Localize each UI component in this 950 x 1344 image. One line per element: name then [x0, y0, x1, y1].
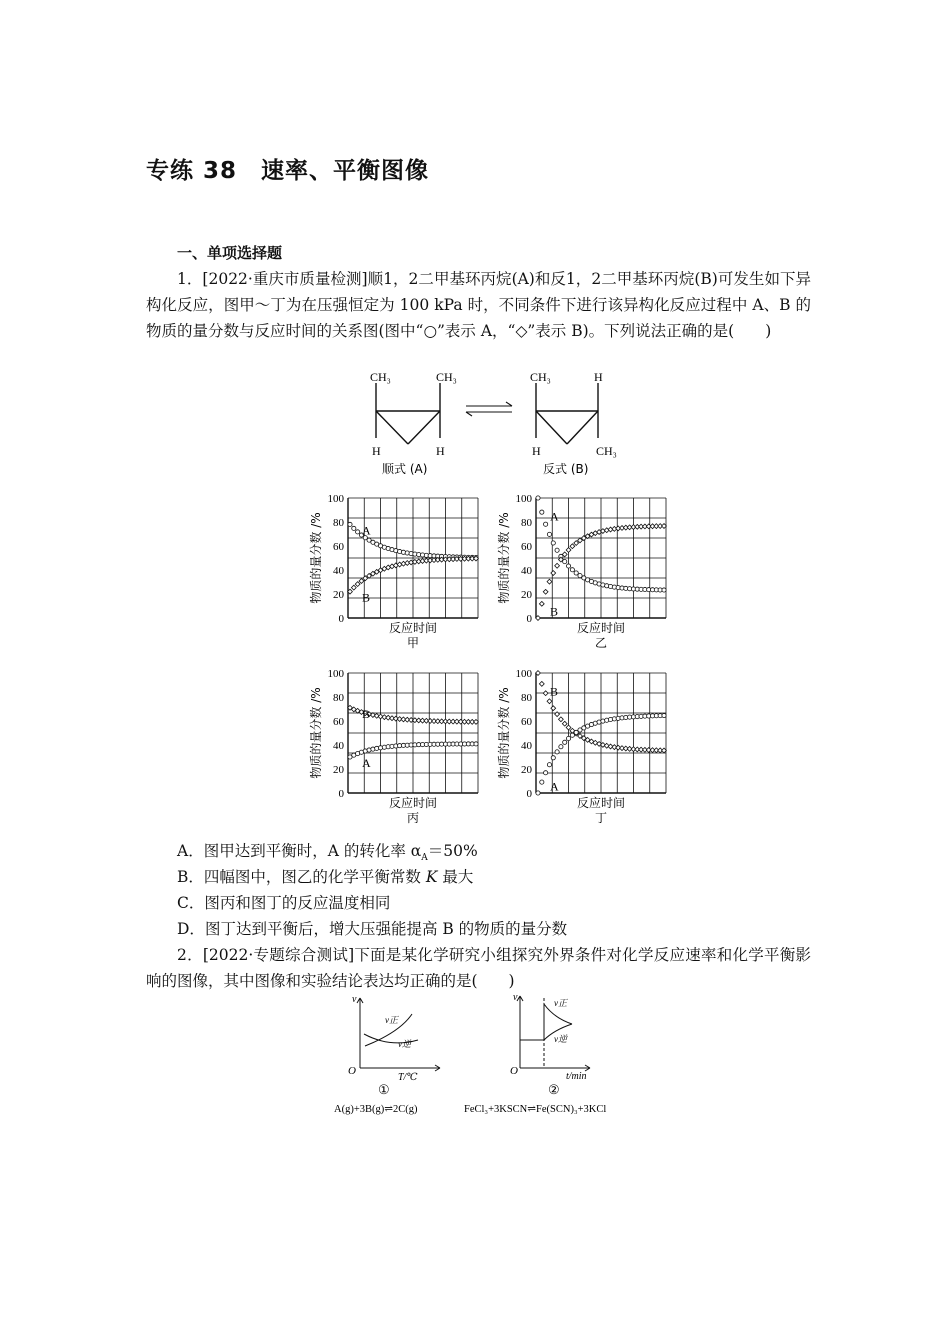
y-tick-label: 60 — [521, 541, 532, 553]
q2-body: [2022·专题综合测试]下面是某化学研究小组探究外界条件对化学反应速率和化学平衡影响的图像，其中图像和实验结论表达均正确的是( ) — [146, 946, 811, 990]
g1-v-reverse: v逆 — [398, 1039, 411, 1049]
chart-乙 — [496, 493, 666, 650]
trans-ch3-bottom: CH₃ — [596, 444, 617, 458]
point-A — [356, 530, 360, 534]
point-A — [555, 548, 559, 552]
question-2-text — [146, 942, 811, 994]
y-tick-label: 20 — [521, 589, 532, 601]
y-tick-label: 0 — [526, 613, 532, 625]
point-B — [566, 725, 571, 730]
point-B — [551, 706, 556, 711]
point-A — [566, 564, 570, 568]
g2-equation: FeCl₃+3KSCN⇌Fe(SCN)₃+3KCl — [464, 1104, 607, 1115]
y-tick-label: 60 — [333, 541, 344, 553]
option-letter: B． — [177, 868, 204, 886]
cis-h-right: H — [436, 444, 445, 458]
point-A — [536, 496, 540, 500]
page-title: 专练 38 速率、平衡图像 — [146, 158, 430, 184]
y-tick-label: 60 — [333, 716, 344, 728]
point-A — [352, 526, 356, 530]
point-A — [662, 588, 666, 592]
trans-label: 反式 (B) — [543, 462, 589, 476]
option-sub: A — [421, 853, 428, 864]
y-tick-label: 0 — [526, 788, 532, 800]
option-italic: K — [425, 868, 438, 886]
option-text: 图丙和图丁的反应温度相同 — [204, 894, 391, 912]
series-label-A: A — [550, 779, 559, 794]
g1-number: ① — [378, 1082, 390, 1097]
point-A — [551, 756, 555, 760]
point-A — [544, 771, 548, 775]
y-tick-label: 100 — [327, 493, 344, 505]
point-A — [348, 522, 352, 526]
point-B — [539, 681, 544, 686]
series-label-B: B — [550, 604, 559, 619]
point-A — [574, 730, 578, 734]
g1-equation: A(g)+3B(g)⇌2C(g) — [334, 1104, 418, 1115]
g2-v-forward: v正 — [554, 998, 567, 1008]
x-axis-label: 反应时间 — [576, 796, 626, 810]
point-B — [359, 579, 364, 584]
point-B — [539, 601, 544, 606]
trans-molecule — [536, 383, 598, 444]
isomerization-scheme — [360, 365, 640, 480]
option-text: 图丁达到平衡后，增大压强能提高 B 的物质的量分数 — [204, 920, 568, 938]
y-tick-label: 0 — [338, 788, 344, 800]
point-A — [555, 750, 559, 754]
cis-molecule — [376, 383, 440, 444]
y-axis-label: 物质的量分数 /% — [497, 512, 511, 604]
series-label-A: A — [550, 509, 559, 524]
cis-h-left: H — [372, 444, 381, 458]
point-B — [570, 544, 575, 549]
series-label-B: B — [550, 684, 559, 699]
x-axis-label: 反应时间 — [388, 796, 438, 810]
chart-title: 丁 — [594, 811, 608, 825]
option-tail: 最大 — [437, 868, 474, 886]
y-tick-label: 80 — [521, 692, 532, 704]
y-axis-label: 物质的量分数 /% — [497, 687, 511, 779]
g2-v-reverse: v逆 — [554, 1034, 567, 1044]
q2-graph-1 — [330, 990, 480, 1115]
point-B — [355, 582, 360, 587]
point-A — [547, 532, 551, 536]
point-B — [547, 579, 552, 584]
cis-label: 顺式 (A) — [382, 462, 428, 476]
series-label-B: B — [362, 706, 371, 721]
y-tick-label: 100 — [327, 668, 344, 680]
g1-x-axis: T/℃ — [398, 1072, 418, 1083]
point-A — [570, 568, 574, 572]
q1-option-b — [177, 864, 473, 890]
y-tick-label: 100 — [515, 493, 532, 505]
x-axis-label: 反应时间 — [388, 621, 438, 635]
point-A — [574, 571, 578, 575]
g2-number: ② — [548, 1082, 560, 1097]
option-text: 四幅图中，图乙的化学平衡常数 — [203, 868, 426, 886]
option-text: 图甲达到平衡时，A 的转化率 α — [203, 842, 422, 860]
chart-甲 — [308, 493, 478, 650]
point-B — [543, 589, 548, 594]
point-A — [662, 713, 666, 717]
point-B — [555, 563, 560, 568]
point-B — [551, 571, 556, 576]
equilibrium-arrows — [466, 402, 512, 416]
y-tick-label: 20 — [521, 764, 532, 776]
q1-option-d — [177, 916, 567, 942]
g1-origin: O — [348, 1065, 356, 1077]
g2-origin: O — [510, 1065, 518, 1077]
y-tick-label: 20 — [333, 764, 344, 776]
y-tick-label: 40 — [521, 565, 532, 577]
cis-ch3-left: CH₃ — [370, 370, 391, 384]
trans-h-bottom: H — [532, 444, 541, 458]
q2-number: 2． — [177, 946, 203, 964]
y-tick-label: 80 — [333, 692, 344, 704]
y-tick-label: 40 — [333, 565, 344, 577]
point-B — [543, 691, 548, 696]
section-heading: 一、单项选择题 — [177, 244, 283, 262]
y-tick-label: 100 — [515, 668, 532, 680]
q1-option-c — [177, 890, 390, 916]
point-A — [540, 780, 544, 784]
cis-ch3-right: CH₃ — [436, 370, 457, 384]
point-A — [474, 742, 478, 746]
point-B — [566, 548, 571, 553]
y-tick-label: 80 — [333, 517, 344, 529]
option-letter: D． — [177, 920, 205, 938]
trans-ch3-top: CH₃ — [530, 370, 551, 384]
q2-graph-2 — [462, 990, 652, 1115]
point-A — [570, 733, 574, 737]
point-B — [562, 721, 567, 726]
point-B — [547, 699, 552, 704]
point-A — [536, 791, 540, 795]
point-A — [540, 510, 544, 514]
point-A — [563, 740, 567, 744]
g1-v-forward: v正 — [385, 1015, 398, 1025]
option-letter: A． — [177, 842, 204, 860]
g2-x-axis: t/min — [566, 1071, 587, 1082]
option-letter: C． — [177, 894, 205, 912]
point-A — [551, 541, 555, 545]
y-tick-label: 0 — [338, 613, 344, 625]
chart-丙 — [308, 668, 478, 825]
point-B — [574, 541, 579, 546]
y-tick-label: 60 — [521, 716, 532, 728]
series-label-A: A — [362, 756, 371, 770]
chart-title: 乙 — [594, 636, 608, 650]
y-tick-label: 20 — [333, 589, 344, 601]
g2-v-axis: v — [513, 992, 518, 1003]
question-1-text — [146, 266, 811, 344]
point-A — [547, 763, 551, 767]
trans-h-top: H — [594, 370, 603, 384]
series-label-B: B — [362, 590, 371, 605]
g1-v-axis: v — [352, 994, 357, 1005]
q1-number: 1． — [177, 270, 203, 288]
point-A — [566, 736, 570, 740]
point-A — [559, 745, 563, 749]
chart-grid — [300, 488, 680, 828]
y-tick-label: 40 — [333, 740, 344, 752]
chart-title: 甲 — [406, 636, 420, 650]
chart-title: 丙 — [406, 811, 420, 825]
option-tail: ＝50% — [427, 842, 478, 860]
y-tick-label: 80 — [521, 517, 532, 529]
point-A — [544, 522, 548, 526]
chart-丁 — [496, 668, 666, 825]
point-B — [555, 712, 560, 717]
point-B — [559, 717, 564, 722]
y-axis-label: 物质的量分数 /% — [309, 512, 323, 604]
y-tick-label: 40 — [521, 740, 532, 752]
series-label-A: A — [362, 523, 371, 538]
q1-body: [2022·重庆市质量检测]顺1，2二甲基环丙烷(A)和反1，2二甲基环丙烷(B)可发生如下异构化反应，图甲～丁为在压强恒定为 100 kPa 时，不同条件下进行该异构化反应过程中 A、B 的物质的量分数与反应时间的关系图(图中“○”表示 A，“◇”表示 B)。下列说法正确的是( ) — [146, 270, 811, 340]
y-axis-label: 物质的量分数 /% — [309, 687, 323, 779]
x-axis-label: 反应时间 — [576, 621, 626, 635]
point-B — [351, 585, 356, 590]
